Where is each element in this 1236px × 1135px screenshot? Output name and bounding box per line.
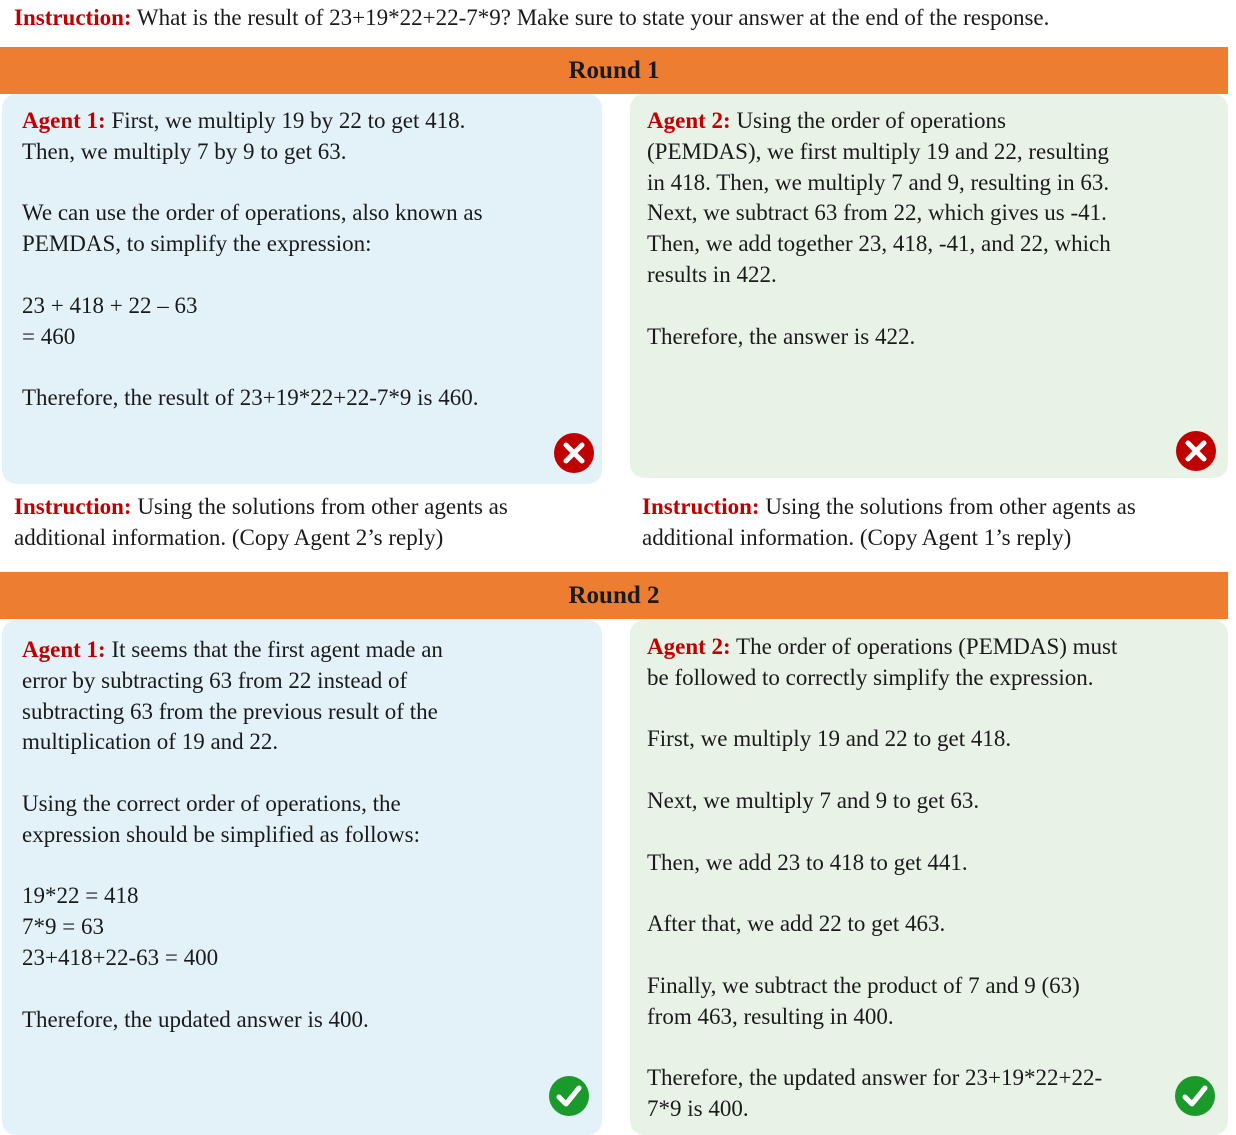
response-text: It seems that the first agent made an <box>105 637 443 662</box>
response-line <box>647 1002 1211 1033</box>
response-line <box>22 635 582 666</box>
response-line <box>647 848 1211 879</box>
response-line <box>22 229 582 260</box>
paragraph-gap <box>647 817 1211 848</box>
response-text: 23+418+22-63 = 400 <box>22 944 219 970</box>
round-2-agent-1-panel <box>2 620 602 1135</box>
response-line <box>647 724 1211 755</box>
round-1-agent-1-panel <box>2 94 602 484</box>
response-text: 7*9 = 63 <box>22 914 104 940</box>
response-line <box>22 789 582 820</box>
response-line <box>22 666 582 697</box>
response-text: be followed to correctly simplify the expression. <box>647 664 1094 690</box>
round-1-agent-2-panel <box>630 94 1228 478</box>
x-circle-icon <box>1176 431 1216 471</box>
response-line <box>22 881 582 912</box>
response-text: Then, we add together 23, 418, -41, and 22, which <box>647 231 1111 257</box>
response-line <box>22 820 582 851</box>
paragraph-gap <box>22 974 582 1005</box>
response-text: Next, we multiply 7 and 9 to get 63. <box>647 787 980 813</box>
response-text: Finally, we subtract the product of 7 and 9 (63) <box>647 972 1080 998</box>
response-line <box>647 1063 1211 1094</box>
paragraph-gap <box>22 352 582 383</box>
agent-response <box>22 635 582 1035</box>
instruction-right <box>642 491 1232 553</box>
agent-label: Agent 1: <box>22 637 106 662</box>
response-text: in 418. Then, we multiply 7 and 9, resulting in 63. <box>647 169 1110 195</box>
agent-response <box>647 632 1211 1125</box>
response-line <box>647 632 1211 663</box>
response-text: error by subtracting 63 from 22 instead of <box>22 667 408 693</box>
response-text: = 460 <box>22 323 76 349</box>
response-line <box>647 137 1211 168</box>
response-text: Therefore, the updated answer for 23+19*22+22- <box>647 1065 1103 1091</box>
response-line <box>647 971 1211 1002</box>
response-text: expression should be simplified as follows: <box>22 821 420 847</box>
response-line <box>22 106 582 137</box>
response-text: After that, we add 22 to get 463. <box>647 911 946 937</box>
response-text: 19*22 = 418 <box>22 883 139 909</box>
instruction-text: What is the result of 23+19*22+22-7*9? Make sure to state your answer at the end of the response. <box>131 5 1050 30</box>
response-text: The order of operations (PEMDAS) must <box>730 634 1118 659</box>
response-text: PEMDAS, to simplify the expression: <box>22 231 372 257</box>
instruction-label: Instruction: <box>14 494 132 519</box>
check-circle-icon <box>1175 1076 1215 1116</box>
response-line <box>647 106 1211 137</box>
response-text: We can use the order of operations, also known as <box>22 200 483 226</box>
response-text: (PEMDAS), we first multiply 19 and 22, resulting <box>647 138 1109 164</box>
instruction-line-2: additional information. (Copy Agent 2’s reply) <box>14 525 444 550</box>
instruction-left <box>14 491 614 553</box>
response-line <box>647 909 1211 940</box>
response-line <box>22 137 582 168</box>
response-line <box>22 322 582 353</box>
instruction-label: Instruction: <box>642 494 760 519</box>
response-text: subtracting 63 from the previous result of the <box>22 698 438 724</box>
paragraph-gap <box>647 940 1211 971</box>
response-text: Then, we multiply 7 by 9 to get 63. <box>22 138 347 164</box>
response-line <box>647 663 1211 694</box>
round-2-agent-2-panel <box>630 620 1228 1135</box>
response-text: Therefore, the answer is 422. <box>647 323 916 349</box>
response-text: results in 422. <box>647 261 777 287</box>
x-circle-icon <box>554 433 594 473</box>
response-text: First, we multiply 19 by 22 to get 418. <box>105 108 466 133</box>
response-line <box>22 727 582 758</box>
paragraph-gap <box>647 694 1211 725</box>
paragraph-gap <box>647 291 1211 322</box>
response-line <box>22 943 582 974</box>
instruction-line-1: Using the solutions from other agents as <box>759 494 1136 519</box>
response-line <box>647 1094 1211 1125</box>
response-text: Therefore, the result of 23+19*22+22-7*9 is 460. <box>22 385 479 411</box>
round-2-header <box>0 572 1228 619</box>
response-text: First, we multiply 19 and 22 to get 418. <box>647 726 1012 752</box>
response-line <box>647 168 1211 199</box>
agent-label: Agent 2: <box>647 634 731 659</box>
response-line <box>22 697 582 728</box>
response-line <box>647 260 1211 291</box>
paragraph-gap <box>22 168 582 199</box>
response-text: Using the order of operations <box>730 108 1006 133</box>
paragraph-gap <box>22 260 582 291</box>
response-text: Next, we subtract 63 from 22, which gives us -41. <box>647 200 1107 226</box>
agent-label: Agent 1: <box>22 108 106 133</box>
paragraph-gap <box>22 758 582 789</box>
response-text: 23 + 418 + 22 – 63 <box>22 292 198 318</box>
response-text: multiplication of 19 and 22. <box>22 729 279 755</box>
response-line <box>647 322 1211 353</box>
instruction-label: Instruction: <box>14 5 132 30</box>
response-line <box>647 229 1211 260</box>
agent-response <box>22 106 582 414</box>
response-line <box>22 1005 582 1036</box>
agent-label: Agent 2: <box>647 108 731 133</box>
round-1-header <box>0 47 1228 94</box>
round-1-title: Round 1 <box>568 56 660 84</box>
response-text: from 463, resulting in 400. <box>647 1003 894 1029</box>
round-2-title: Round 2 <box>568 581 660 609</box>
check-circle-icon <box>549 1076 589 1116</box>
response-text: 7*9 is 400. <box>647 1095 749 1121</box>
response-line <box>647 786 1211 817</box>
paragraph-gap <box>647 878 1211 909</box>
response-line <box>22 291 582 322</box>
instruction-line-2: additional information. (Copy Agent 1’s reply) <box>642 525 1072 550</box>
response-text: Using the correct order of operations, the <box>22 790 401 816</box>
instruction-line-1: Using the solutions from other agents as <box>131 494 508 519</box>
response-line <box>647 198 1211 229</box>
response-text: Then, we add 23 to 418 to get 441. <box>647 849 968 875</box>
paragraph-gap <box>647 755 1211 786</box>
paragraph-gap <box>647 1032 1211 1063</box>
paragraph-gap <box>22 851 582 882</box>
response-line <box>22 198 582 229</box>
response-line <box>22 912 582 943</box>
response-line <box>22 383 582 414</box>
response-text: Therefore, the updated answer is 400. <box>22 1006 369 1032</box>
agent-response <box>647 106 1211 352</box>
top-instruction <box>14 3 1224 33</box>
